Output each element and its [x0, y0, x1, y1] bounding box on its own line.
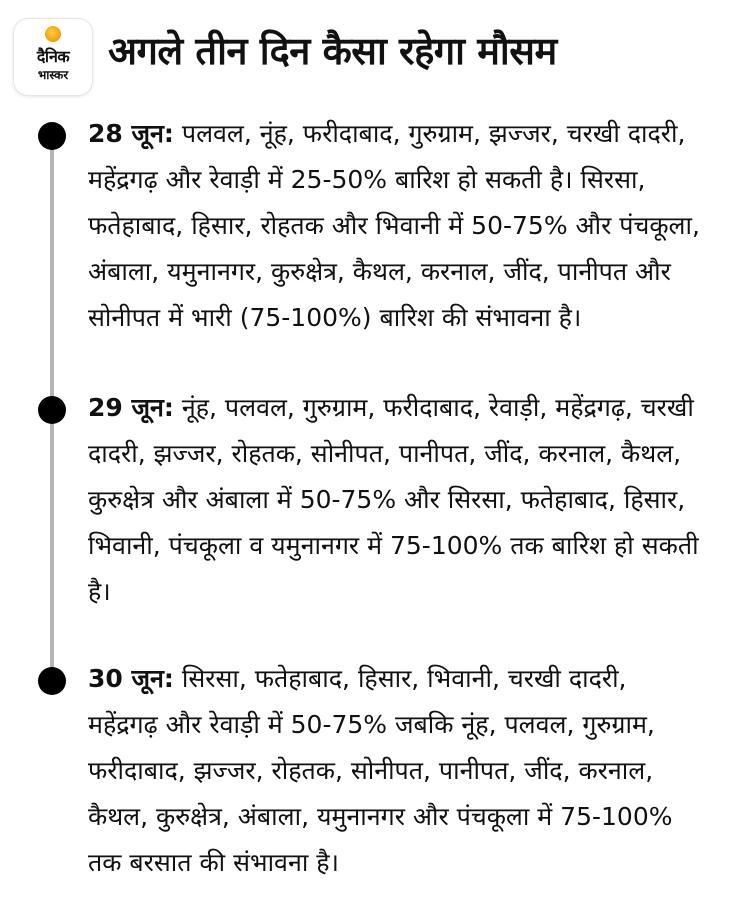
entry-date: 30 जून:	[88, 664, 174, 693]
entry-date: 29 जून:	[88, 393, 174, 422]
timeline-dot-30-june	[38, 667, 66, 695]
forecast-entry-30-june	[88, 656, 702, 886]
forecast-entry-29-june	[88, 385, 702, 615]
entry-text: पलवल, नूंह, फरीदाबाद, गुरुग्राम, झज्जर, चरखी दादरी, महेंद्रगढ़ और रेवाड़ी में 25-50% बारिश हो सकती है। सिरसा, फतेहाबाद, हिसार, रोहतक और भिवानी में 50-75% और पंचकूला, अंबाला, यमुनानगर, कुरुक्षेत्र, कैथल, करनाल, जींद, पानीपत और सोनीपत में भारी (75-100%) बारिश की संभावना है।	[88, 119, 700, 332]
logo-text-bhaskar: भास्कर	[37, 68, 69, 82]
entry-text: सिरसा, फतेहाबाद, हिसार, भिवानी, चरखी दादरी, महेंद्रगढ़ और रेवाड़ी में 50-75% जबकि नूंह, पलवल, गुरुग्राम, फरीदाबाद, झज्जर, रोहतक, सोनीपत, पानीपत, जींद, करनाल, कैथल, कुरुक्षेत्र, अंबाला, यमुनानगर और पंचकूला में 75-100% तक बरसात की संभावना है।	[88, 664, 673, 877]
forecast-entry-28-june	[88, 111, 702, 341]
sun-icon	[45, 26, 61, 42]
entry-date: 28 जून:	[88, 119, 174, 148]
logo-text-dainik: दैनिक	[36, 47, 70, 66]
timeline-dot-28-june	[38, 122, 66, 150]
dainik-bhaskar-logo	[14, 19, 92, 95]
entry-text: नूंह, पलवल, गुरुग्राम, फरीदाबाद, रेवाड़ी, महेंद्रगढ़, चरखी दादरी, झज्जर, रोहतक, सोनीपत, पानीपत, जींद, करनाल, कैथल, कुरुक्षेत्र और अंबाला में 50-75% और सिरसा, फतेहाबाद, हिसार, भिवानी, पंचकूला व यमुनानगर में 75-100% तक बारिश हो सकती है।	[88, 393, 699, 606]
timeline-dot-29-june	[38, 396, 66, 424]
page-title: अगले तीन दिन कैसा रहेगा मौसम	[108, 29, 557, 73]
